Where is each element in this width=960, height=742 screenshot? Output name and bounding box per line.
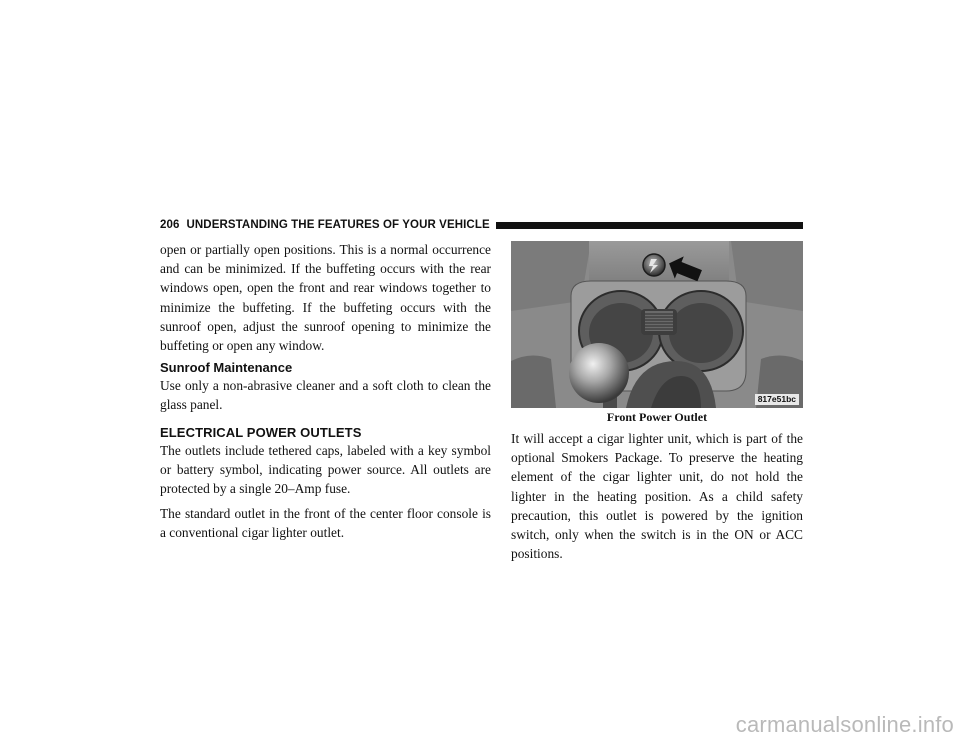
sunroof-maintenance-paragraph: Use only a non-abrasive cleaner and a soft cloth to clean the glass panel. bbox=[160, 378, 491, 413]
header-title: UNDERSTANDING THE FEATURES OF YOUR VEHICLE bbox=[186, 219, 490, 231]
console-illustration bbox=[511, 241, 803, 408]
right-column bbox=[511, 241, 803, 563]
header-rule bbox=[496, 222, 803, 229]
site-watermark: carmanualsonline.info bbox=[735, 712, 954, 737]
buffeting-paragraph: open or partially open positions. This is a normal occurrence and can be minimized. If the buffeting occurs with the rear windows open, open the front and rear windows together to minimize the buffeting. If the buffeting occurs with the sunroof open, adjust the sunroof opening to minimize the buffeting or open any window. bbox=[160, 242, 491, 354]
power-outlet-figure bbox=[511, 241, 803, 408]
cigar-lighter-paragraph: It will accept a cigar lighter unit, which is part of the optional Smokers Package. To preserve the heating element of the cigar lighter unit, do not hold the lighter in the heating position. As a child safety precaution, this outlet is powered by the ignition switch, only when the switch is in the ON or ACC positions. bbox=[511, 431, 803, 562]
power-outlets-heading: ELECTRICAL POWER OUTLETS bbox=[160, 424, 362, 440]
page-header bbox=[160, 218, 803, 232]
left-column bbox=[160, 240, 491, 543]
figure-code: 817e51bc bbox=[755, 394, 799, 405]
shift-knob bbox=[569, 343, 629, 403]
standard-outlet-paragraph: The standard outlet in the front of the center floor console is a conventional cigar lighter outlet. bbox=[160, 506, 491, 541]
sunroof-maintenance-heading: Sunroof Maintenance bbox=[160, 360, 293, 376]
figure-caption: Front Power Outlet bbox=[606, 410, 708, 424]
outlets-caps-paragraph: The outlets include tethered caps, labeled with a key symbol or battery symbol, indicating power source. All outlets are protected by a single 20–Amp fuse. bbox=[160, 442, 491, 497]
page-number: 206 bbox=[160, 219, 180, 231]
